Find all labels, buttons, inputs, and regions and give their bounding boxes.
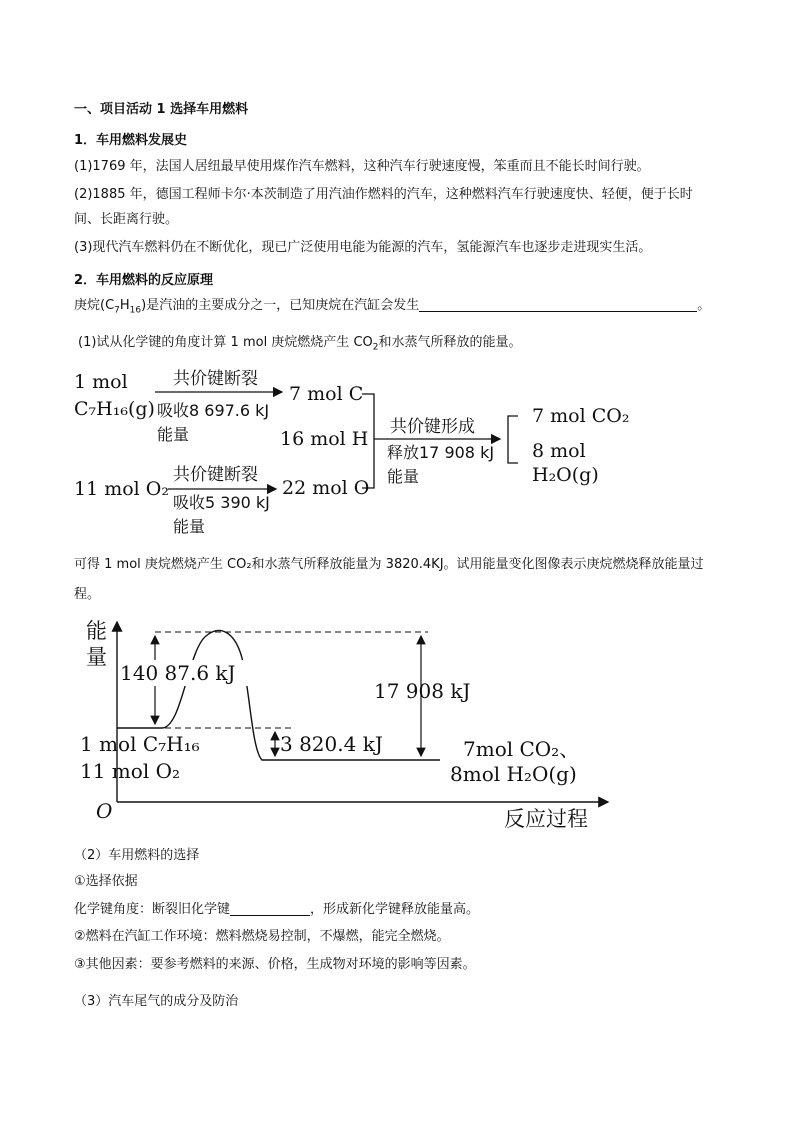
q1-text-2: 和水蒸气所释放的能量。 xyxy=(378,335,522,350)
oxygen-atoms: 22 mol O xyxy=(282,477,370,499)
product-bracket xyxy=(508,416,518,463)
y-axis-label-1: 能 xyxy=(86,619,107,643)
result-line-2: 程。 xyxy=(74,587,101,602)
hydrogen-atoms: 16 mol H xyxy=(280,428,369,450)
absorb-energy-1: 吸收8 697.6 kJ xyxy=(157,401,270,420)
result-line-1: 可得 1 mol 庚烷燃烧产生 CO₂和水蒸气所释放能量为 3820.4KJ。试用能量变化图像表示庚烷燃烧释放能量过 xyxy=(74,557,704,572)
bond-angle-text-2: ，形成新化学键释放能量高。 xyxy=(310,902,480,917)
bond-angle-text-1: 化学键角度：断裂旧化学键 xyxy=(74,902,231,917)
heptane-intro xyxy=(74,297,710,320)
net-energy-label: 3 820.4 kJ xyxy=(280,732,383,756)
history-paragraph-2b: 间、长距离行驶。 xyxy=(74,212,179,227)
intro-text-1: 庚烷(C xyxy=(74,298,115,313)
reactant-label-1: 1 mol C₇H₁₆ xyxy=(80,732,200,756)
bond-break-label-2: 共价键断裂 xyxy=(173,465,258,485)
heptane-formula: C₇H₁₆(g) xyxy=(74,398,155,420)
q1-sub: 2 xyxy=(372,342,379,353)
answer-blank-reaction[interactable] xyxy=(419,297,697,312)
absorbed-energy-label: 140 87.6 kJ xyxy=(120,661,236,685)
released-energy-label: 17 908 kJ xyxy=(374,679,471,703)
carbon-atoms: 7 mol C xyxy=(289,383,364,405)
section-title: 一、项目活动 1 选择车用燃料 xyxy=(74,102,249,117)
heptane-amount: 1 mol xyxy=(74,371,128,393)
intro-text-H: H xyxy=(119,298,130,313)
history-paragraph-2a: (2)1885 年，德国工程师卡尔·本茨制造了用汽油作燃料的汽车，这种燃料汽车行驶速度快、轻便，便于长时 xyxy=(74,187,693,202)
bond-form-label: 共价键形成 xyxy=(390,417,475,437)
product-h2o: H₂O(g) xyxy=(532,464,599,486)
energy-label-2: 能量 xyxy=(173,517,206,536)
question-2: （2）车用燃料的选择 xyxy=(74,848,200,863)
intro-sub-7: 7 xyxy=(114,305,120,316)
other-factors: ③其他因素：要参考燃料的来源、价格，生成物对环境的影响等因素。 xyxy=(74,957,476,972)
reactant-label-2: 11 mol O₂ xyxy=(80,759,180,783)
energy-label-3: 能量 xyxy=(387,467,420,486)
bond-energy-diagram xyxy=(60,360,660,540)
bond-angle-line xyxy=(74,901,479,919)
origin-label: O xyxy=(96,799,113,823)
x-axis-label: 反应过程 xyxy=(504,807,588,831)
energy-label-1: 能量 xyxy=(157,425,190,444)
q1-text-1: (1)试从化学键的角度计算 1 mol 庚烷燃烧产生 CO xyxy=(78,335,373,350)
oxygen-amount: 11 mol O₂ xyxy=(74,478,169,500)
history-paragraph-1: (1)1769 年，法国人居纽最早使用煤作汽车燃料，这种汽车行驶速度慢，笨重而且不能长时间行驶。 xyxy=(74,159,650,174)
heading-reaction-principle: 2．车用燃料的反应原理 xyxy=(74,273,214,288)
product-h2o-amount: 8 mol xyxy=(532,440,586,462)
intro-text-2: )是汽油的主要成分之一，已知庚烷在汽缸会发生 xyxy=(141,298,420,313)
question-1 xyxy=(78,334,522,357)
product-co2: 7 mol CO₂ xyxy=(532,405,630,427)
heading-fuel-history: 1．车用燃料发展史 xyxy=(74,133,188,148)
answer-blank-bond[interactable] xyxy=(230,901,310,916)
bond-break-label-1: 共价键断裂 xyxy=(173,369,258,389)
absorb-energy-2: 吸收5 390 kJ xyxy=(173,493,270,512)
y-axis-label-2: 量 xyxy=(86,645,107,669)
energy-profile-diagram xyxy=(70,610,630,840)
intro-sub-16: 16 xyxy=(129,305,142,316)
question-3: （3）汽车尾气的成分及防治 xyxy=(74,994,239,1009)
intro-text-end: 。 xyxy=(697,298,711,313)
product-label-2: 8mol H₂O(g) xyxy=(450,762,577,786)
cylinder-environment: ②燃料在汽缸工作环境：燃料燃烧易控制，不爆燃，能完全燃烧。 xyxy=(74,929,450,944)
history-paragraph-3: (3)现代汽车燃料仍在不断优化，现已广泛使用电能为能源的汽车，氢能源汽车也逐步走进现实生活。 xyxy=(74,240,652,255)
product-label-1: 7mol CO₂、 xyxy=(463,737,580,761)
selection-basis: ①选择依据 xyxy=(74,874,138,889)
release-energy: 释放17 908 kJ xyxy=(387,443,495,462)
